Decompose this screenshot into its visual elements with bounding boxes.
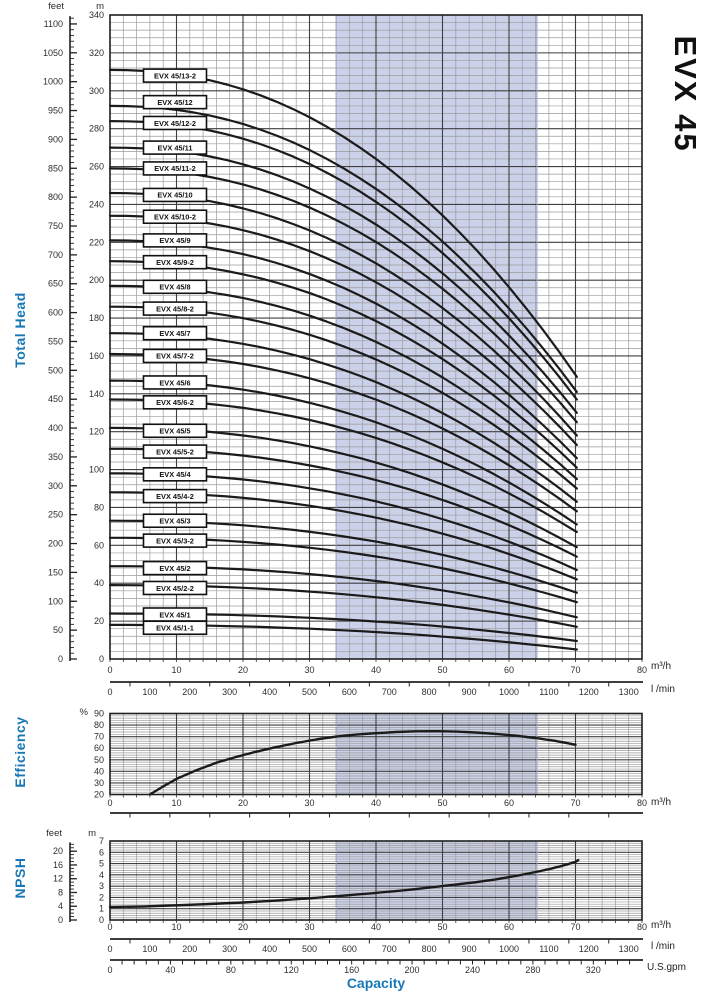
operating-range-band — [336, 841, 537, 920]
feet-tick-label: 900 — [47, 134, 63, 145]
x-tick-label: 30 — [304, 665, 315, 675]
curve-label — [144, 376, 207, 389]
feet-tick-label: 350 — [47, 451, 63, 462]
x-tick-label: 80 — [636, 922, 648, 932]
feet-tick-label: 950 — [47, 105, 63, 116]
x-tick-label: 50 — [437, 922, 448, 932]
lmin-tick-label: 600 — [341, 944, 357, 954]
curve-label-text: EVX 45/1 — [159, 610, 191, 620]
x-tick-label: 0 — [107, 665, 113, 675]
m-tick-label: 220 — [88, 237, 104, 248]
lmin-tick-label: 1300 — [618, 687, 639, 697]
lmin-tick-label: 500 — [301, 687, 318, 697]
m-tick-label: 200 — [88, 275, 104, 286]
feet-tick-label: 4 — [57, 901, 63, 912]
feet-tick-label: 300 — [47, 480, 63, 491]
curve-label — [144, 514, 207, 527]
operating-range-band — [336, 714, 537, 795]
head-m-axis-title: m — [96, 1, 104, 12]
capacity-axis-label: Capacity — [346, 975, 406, 991]
curve-label-text: EVX 45/7 — [159, 329, 191, 339]
percent-tick-label: 40 — [93, 766, 104, 777]
curve-label-text: EVX 45/6-2 — [156, 398, 194, 408]
curve-label-text: EVX 45/11 — [157, 143, 193, 153]
curve-label — [144, 327, 207, 340]
curve-label — [144, 534, 207, 547]
x-tick-label: 30 — [304, 798, 315, 808]
m-tick-label: 7 — [98, 836, 104, 846]
head-lmin-unit-label: l /min — [651, 684, 675, 695]
usgpm-tick-label: 280 — [525, 965, 541, 975]
lmin-tick-label: 1100 — [539, 687, 559, 697]
npsh-usgpm-unit-label: U.S.gpm — [647, 962, 686, 973]
pump-model-title: EVX 45 — [668, 35, 703, 153]
curve-label — [144, 302, 207, 315]
curve-label-text: EVX 45/5-2 — [156, 447, 194, 457]
npsh-m3h-unit-label: m³/h — [651, 920, 671, 931]
x-tick-label: 80 — [636, 798, 648, 808]
percent-tick-label: 20 — [93, 789, 104, 800]
m-tick-label: 20 — [93, 616, 104, 627]
feet-tick-label: 1100 — [43, 18, 63, 29]
lmin-tick-label: 100 — [142, 944, 158, 954]
percent-tick-label: 60 — [93, 743, 104, 754]
curve-label — [144, 562, 207, 575]
lmin-tick-label: 700 — [381, 687, 397, 697]
lmin-tick-label: 1000 — [498, 944, 520, 954]
curve-label-text: EVX 45/13-2 — [154, 71, 196, 81]
feet-tick-label: 550 — [47, 336, 63, 347]
lmin-tick-label: 1100 — [539, 944, 559, 954]
npsh-lmin-unit-label: l /min — [651, 941, 675, 952]
m-tick-label: 6 — [98, 847, 104, 858]
curve-label-text: EVX 45/10-2 — [154, 212, 196, 222]
feet-tick-label: 0 — [57, 915, 63, 925]
npsh-axis-label: NPSH — [12, 857, 28, 899]
feet-tick-label: 450 — [47, 394, 63, 405]
curve-label — [144, 69, 207, 82]
percent-tick-label: 30 — [93, 777, 104, 788]
lmin-tick-label: 900 — [461, 944, 477, 954]
lmin-tick-label: 800 — [421, 687, 437, 697]
head-m3h-unit-label: m³/h — [651, 661, 671, 672]
curve-label — [144, 621, 207, 634]
x-tick-label: 10 — [171, 798, 182, 808]
usgpm-tick-label: 320 — [585, 965, 601, 975]
m-tick-label: 80 — [93, 502, 104, 513]
x-tick-label: 10 — [171, 922, 182, 932]
lmin-tick-label: 800 — [421, 944, 437, 954]
m-tick-label: 0 — [98, 654, 104, 664]
lmin-tick-label: 900 — [461, 687, 477, 697]
m-tick-label: 100 — [88, 464, 104, 475]
m-tick-label: 3 — [98, 881, 104, 892]
x-tick-label: 50 — [437, 665, 448, 675]
lmin-tick-label: 400 — [262, 944, 278, 954]
m-tick-label: 140 — [88, 388, 104, 399]
m-tick-label: 320 — [88, 47, 104, 58]
m-tick-label: 4 — [98, 869, 104, 880]
percent-tick-label: 80 — [93, 720, 104, 731]
percent-tick-label: 50 — [93, 754, 104, 765]
npsh-m-axis-title: m — [88, 828, 96, 839]
curve-label-text: EVX 45/4-2 — [156, 491, 194, 501]
feet-tick-label: 600 — [47, 307, 63, 318]
x-tick-label: 50 — [437, 798, 448, 808]
lmin-tick-label: 300 — [222, 944, 238, 954]
efficiency-axis-label: Efficiency — [12, 716, 28, 788]
total-head-axis-label: Total Head — [12, 292, 28, 368]
m-tick-label: 300 — [88, 85, 104, 96]
curve-label — [144, 210, 207, 223]
curve-label-text: EVX 45/10 — [157, 190, 193, 200]
curve-label-text: EVX 45/12-2 — [154, 118, 196, 128]
feet-tick-label: 700 — [47, 249, 63, 260]
curve-label — [144, 162, 207, 175]
lmin-tick-label: 200 — [182, 944, 198, 954]
curve-label — [144, 581, 207, 594]
curve-label — [144, 445, 207, 458]
m-tick-label: 60 — [93, 540, 104, 551]
curve-label-text: EVX 45/8 — [159, 282, 191, 292]
curve-label — [144, 256, 207, 269]
usgpm-tick-label: 120 — [283, 965, 299, 975]
curve-label-text: EVX 45/2 — [159, 563, 191, 573]
feet-tick-label: 1000 — [42, 76, 63, 87]
lmin-tick-label: 100 — [142, 687, 158, 697]
curve-label — [144, 234, 207, 247]
x-tick-label: 20 — [237, 922, 249, 932]
curve-label — [144, 280, 207, 293]
m-tick-label: 40 — [93, 578, 104, 589]
feet-tick-label: 200 — [47, 538, 63, 549]
m-tick-label: 340 — [88, 10, 104, 20]
x-tick-label: 40 — [370, 922, 382, 932]
feet-tick-label: 100 — [47, 596, 63, 607]
x-tick-label: 70 — [570, 798, 581, 808]
curve-label-text: EVX 45/9 — [159, 236, 191, 246]
lmin-tick-label: 1300 — [618, 944, 639, 954]
feet-tick-label: 750 — [47, 221, 63, 232]
m-tick-label: 1 — [98, 903, 104, 914]
x-tick-label: 70 — [570, 665, 581, 675]
curve-label — [144, 188, 207, 201]
feet-tick-label: 250 — [47, 509, 63, 520]
usgpm-tick-label: 200 — [404, 965, 420, 975]
lmin-tick-label: 1000 — [498, 687, 520, 697]
efficiency-chart — [94, 709, 647, 818]
usgpm-tick-label: 240 — [464, 965, 481, 975]
feet-tick-label: 400 — [47, 423, 63, 434]
usgpm-tick-label: 0 — [107, 965, 113, 975]
feet-tick-label: 12 — [52, 873, 63, 884]
curve-label-text: EVX 45/1-1 — [156, 623, 194, 633]
feet-tick-label: 0 — [57, 654, 63, 664]
lmin-tick-label: 500 — [301, 944, 318, 954]
usgpm-tick-label: 40 — [165, 965, 176, 975]
curve-label — [144, 608, 207, 621]
m-tick-label: 2 — [98, 892, 104, 903]
npsh-chart — [53, 836, 647, 975]
lmin-tick-label: 1200 — [578, 944, 599, 954]
usgpm-tick-label: 80 — [225, 965, 236, 975]
curve-label-text: EVX 45/4 — [159, 470, 191, 480]
curve-label-text: EVX 45/3-2 — [156, 536, 194, 546]
x-tick-label: 80 — [636, 665, 648, 675]
percent-tick-label: 70 — [93, 731, 104, 742]
lmin-tick-label: 400 — [262, 687, 278, 697]
m-tick-label: 280 — [88, 123, 104, 134]
feet-tick-label: 650 — [47, 278, 63, 289]
m-tick-label: 160 — [88, 350, 104, 361]
feet-tick-label: 1050 — [42, 47, 63, 58]
curve-label-text: EVX 45/7-2 — [156, 351, 194, 361]
x-tick-label: 0 — [107, 922, 113, 932]
curve-label — [144, 349, 207, 362]
lmin-tick-label: 200 — [182, 687, 198, 697]
m-tick-label: 120 — [88, 426, 104, 437]
curve-label — [144, 490, 207, 503]
lmin-tick-label: 600 — [341, 687, 357, 697]
feet-tick-label: 20 — [52, 846, 63, 857]
usgpm-tick-label: 160 — [344, 965, 360, 975]
curve-label — [144, 396, 207, 409]
curve-label-text: EVX 45/6 — [159, 378, 191, 388]
curve-label — [144, 116, 207, 129]
head-feet-axis-title: feet — [48, 1, 64, 12]
m-tick-label: 180 — [88, 313, 104, 324]
x-tick-label: 20 — [237, 798, 249, 808]
x-tick-label: 70 — [570, 922, 581, 932]
curve-label-text: EVX 45/11-2 — [154, 164, 196, 174]
x-tick-label: 40 — [370, 798, 382, 808]
curve-label — [144, 141, 207, 154]
m-tick-label: 0 — [98, 915, 104, 925]
x-tick-label: 60 — [503, 922, 515, 932]
x-tick-label: 60 — [503, 665, 515, 675]
feet-tick-label: 8 — [57, 887, 63, 898]
x-tick-label: 40 — [370, 665, 382, 675]
x-tick-label: 0 — [107, 798, 113, 808]
lmin-tick-label: 700 — [381, 944, 397, 954]
curve-label-text: EVX 45/8-2 — [156, 304, 194, 314]
feet-tick-label: 150 — [47, 567, 63, 578]
feet-tick-label: 800 — [47, 192, 63, 203]
lmin-tick-label: 0 — [107, 687, 113, 697]
efficiency-percent-axis-title: % — [79, 707, 88, 718]
lmin-tick-label: 1200 — [578, 687, 599, 697]
efficiency-m3h-unit-label: m³/h — [651, 797, 671, 808]
curve-label-text: EVX 45/5 — [159, 426, 191, 436]
curve-label — [144, 424, 207, 437]
feet-tick-label: 50 — [52, 625, 63, 636]
feet-tick-label: 16 — [52, 859, 63, 870]
x-tick-label: 10 — [171, 665, 182, 675]
x-tick-label: 20 — [237, 665, 249, 675]
m-tick-label: 240 — [88, 199, 104, 210]
curve-label-text: EVX 45/12 — [157, 97, 193, 107]
feet-tick-label: 850 — [47, 163, 63, 174]
npsh-feet-axis-title: feet — [46, 828, 62, 839]
curve-label — [144, 96, 207, 109]
lmin-tick-label: 300 — [222, 687, 238, 697]
curve-label-text: EVX 45/9-2 — [156, 257, 194, 267]
m-tick-label: 260 — [88, 161, 104, 172]
m-tick-label: 5 — [98, 858, 104, 869]
x-tick-label: 60 — [503, 798, 515, 808]
percent-tick-label: 90 — [93, 708, 104, 719]
curve-label-text: EVX 45/2-2 — [156, 583, 194, 593]
feet-tick-label: 500 — [47, 365, 63, 376]
curve-label — [144, 468, 207, 481]
curve-label-text: EVX 45/3 — [159, 516, 191, 526]
x-tick-label: 30 — [304, 922, 315, 932]
head-chart — [43, 10, 647, 697]
lmin-tick-label: 0 — [107, 944, 113, 954]
